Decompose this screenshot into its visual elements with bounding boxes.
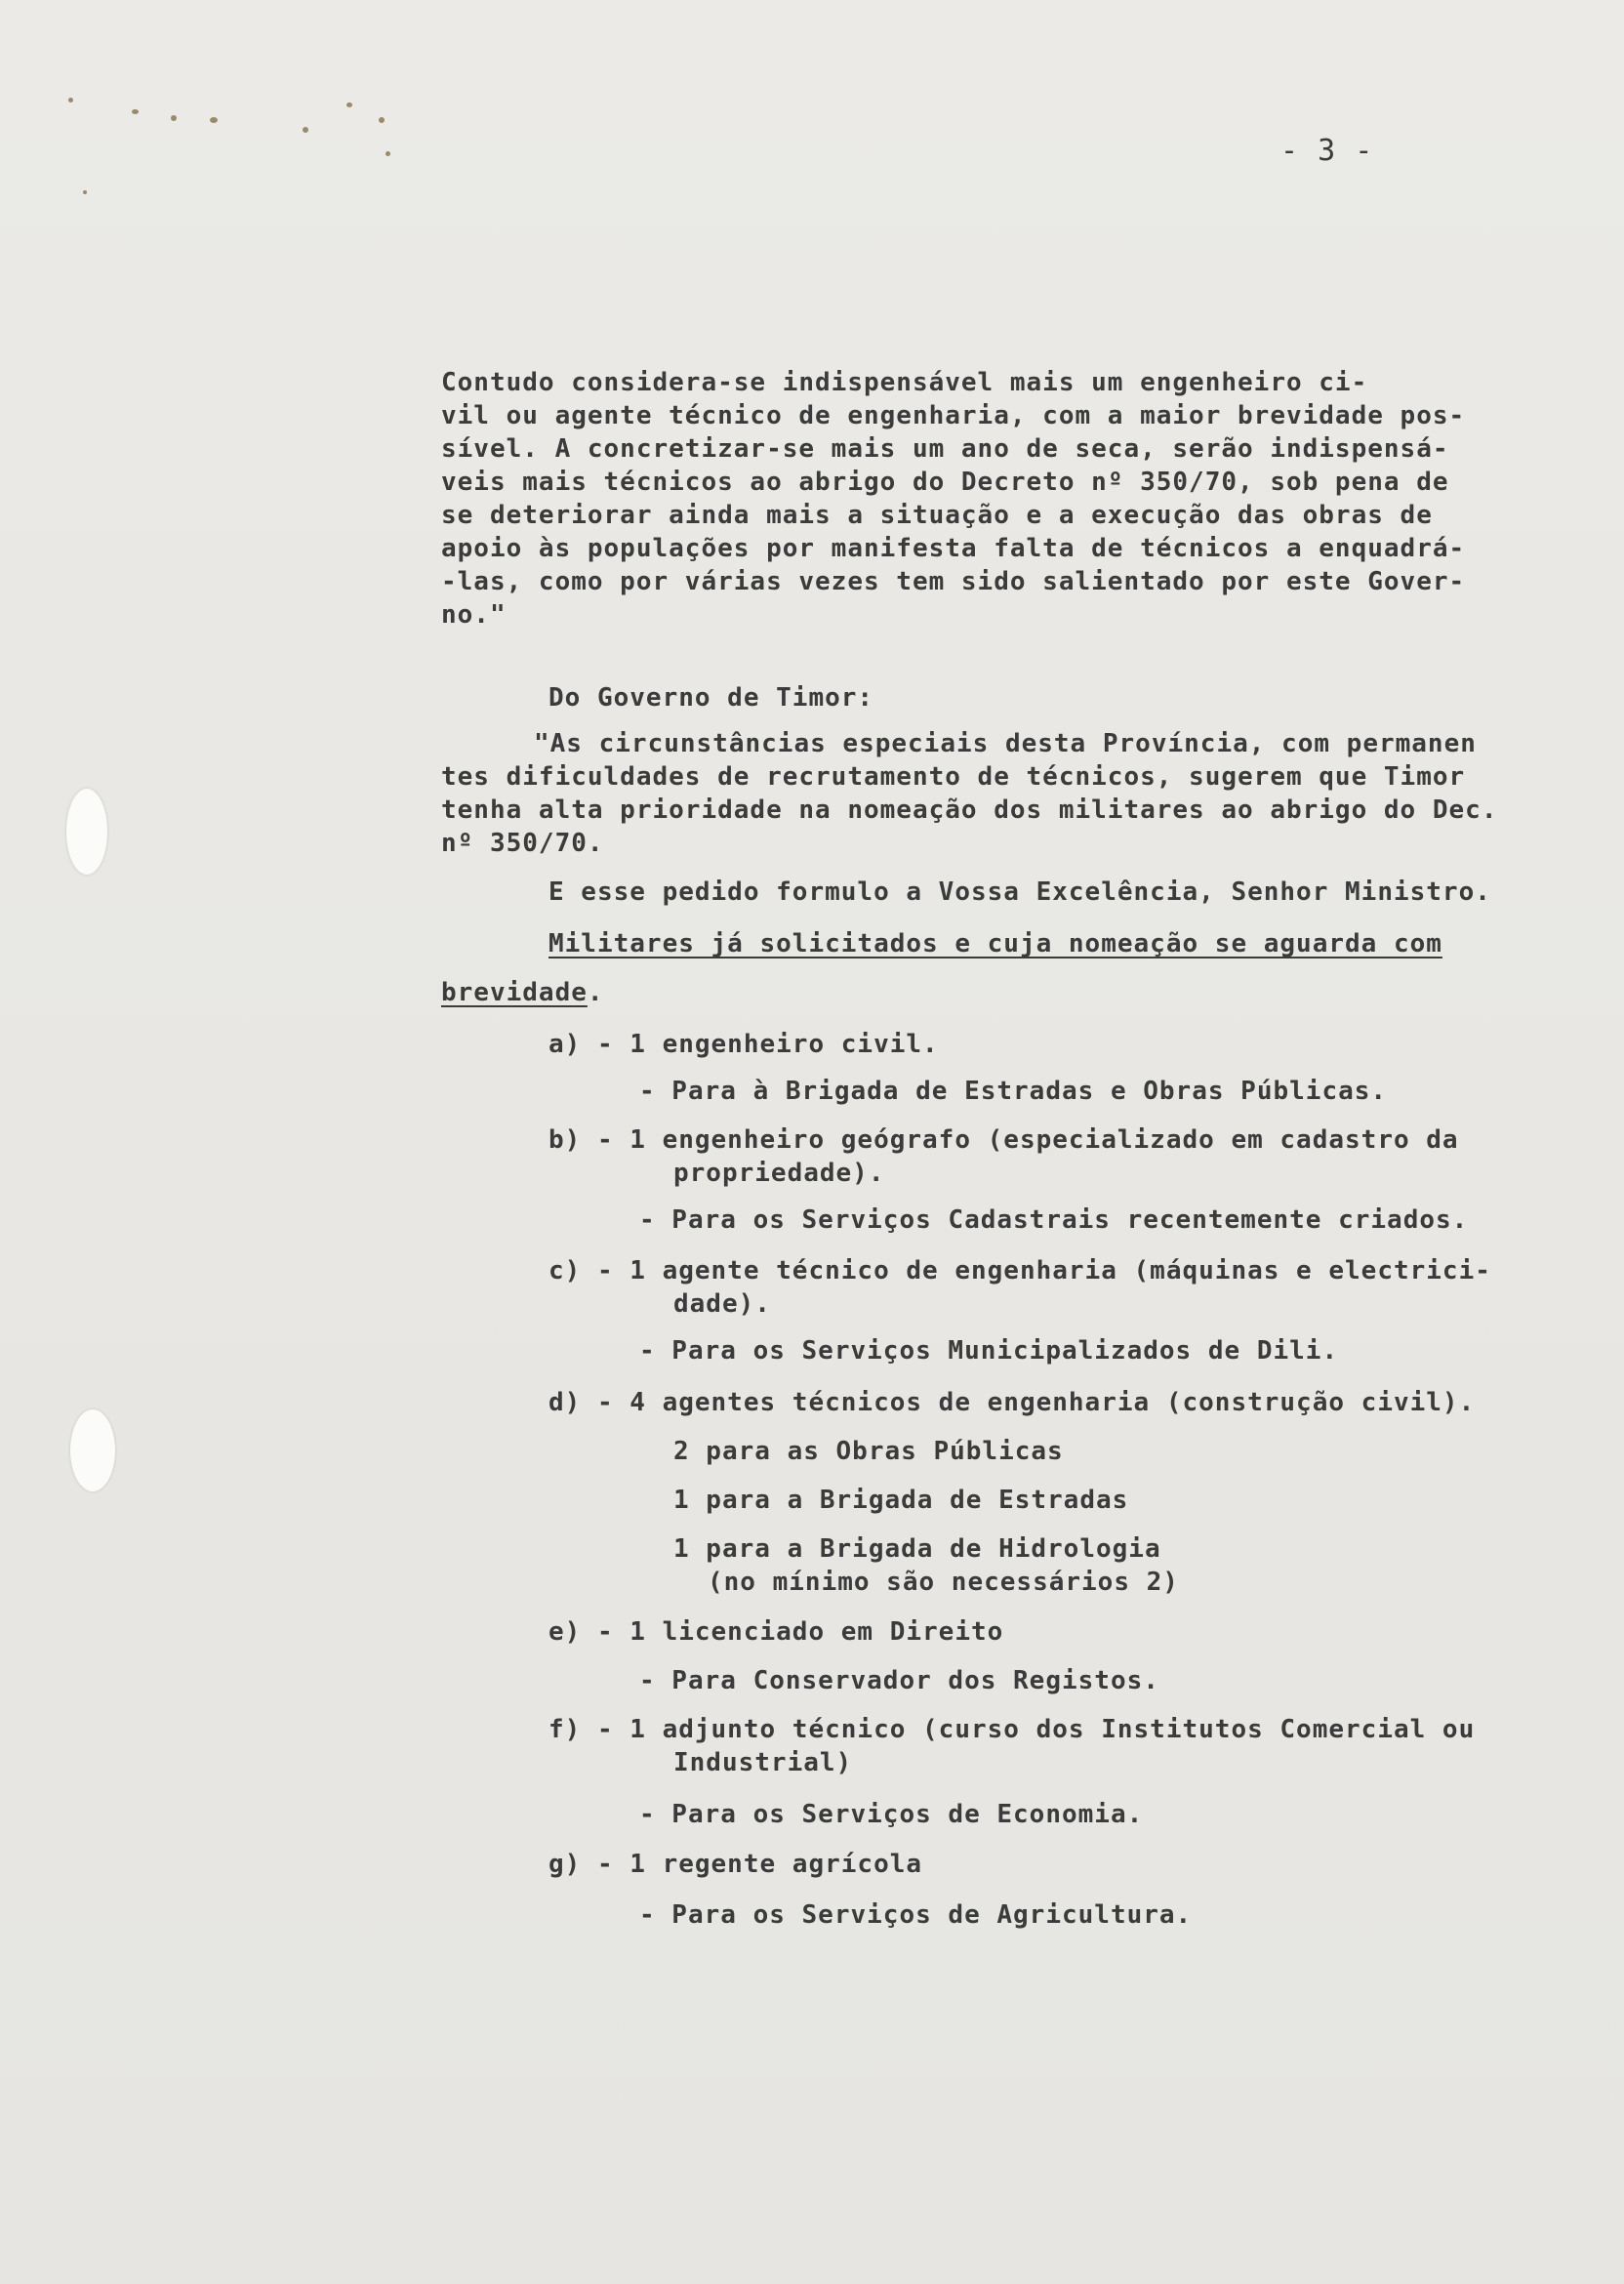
punch-hole — [70, 1409, 115, 1491]
paragraph-line: se deteriorar ainda mais a situação e a execução das obras de — [441, 501, 1433, 530]
paragraph-line: -las, como por várias vezes tem sido salientado por este Gover- — [441, 567, 1466, 596]
list-item-d: d) - 4 agentes técnicos de engenharia (construção civil). — [548, 1388, 1476, 1417]
paper-speck — [83, 190, 87, 194]
request-line: E esse pedido formulo a Vossa Excelência, Senhor Ministro. — [548, 877, 1491, 907]
list-heading-period: . — [587, 978, 604, 1007]
paper-speck — [379, 117, 385, 123]
list-heading-underlined: brevidade — [441, 978, 588, 1007]
quote-line: tenha alta prioridade na nomeação dos militares ao abrigo do Dec. — [441, 795, 1498, 825]
list-item-g: g) - 1 regente agrícola — [548, 1850, 923, 1879]
paper-speck — [171, 115, 177, 121]
list-item-c-continuation: dade). — [673, 1289, 771, 1319]
paragraph-line: sível. A concretizar-se mais um ano de seca, serão indispensá- — [441, 434, 1449, 464]
paragraph-line: veis mais técnicos ao abrigo do Decreto nº 350/70, sob pena de — [441, 468, 1449, 497]
list-item-f-continuation: Industrial) — [673, 1748, 853, 1777]
list-item-d-sub: 1 para a Brigada de Estradas — [673, 1486, 1129, 1515]
list-item-e-destination: - Para Conservador dos Registos. — [639, 1666, 1159, 1695]
paper-speck — [132, 109, 139, 114]
list-heading-continuation — [441, 976, 604, 1009]
list-item-d-sub: 1 para a Brigada de Hidrologia — [673, 1534, 1161, 1564]
quote-line: "As circunstâncias especiais desta Província, com permanen — [534, 729, 1477, 758]
page-number: - 3 - — [1280, 134, 1374, 168]
paper-speck — [346, 102, 352, 107]
list-item-f: f) - 1 adjunto técnico (curso dos Institutos Comercial ou — [548, 1715, 1476, 1744]
list-item-d-note: (no mínimo são necessários 2) — [708, 1568, 1179, 1597]
quote-line: tes dificuldades de recrutamento de técnicos, sugerem que Timor — [441, 762, 1466, 792]
section-heading-timor: Do Governo de Timor: — [548, 683, 874, 713]
list-item-b-destination: - Para os Serviços Cadastrais recentemente criados. — [639, 1205, 1469, 1235]
list-item-e: e) - 1 licenciado em Direito — [548, 1617, 1004, 1647]
list-item-c: c) - 1 agente técnico de engenharia (máquinas e electrici- — [548, 1256, 1491, 1285]
list-item-c-destination: - Para os Serviços Municipalizados de Dili. — [639, 1336, 1339, 1366]
quote-line: nº 350/70. — [441, 829, 604, 858]
paper-speck — [386, 151, 390, 156]
punch-hole — [66, 789, 107, 875]
paper-speck — [303, 127, 308, 133]
list-item-a-destination: - Para à Brigada de Estradas e Obras Públicas. — [639, 1077, 1388, 1106]
paragraph-line: Contudo considera-se indispensável mais um engenheiro ci- — [441, 368, 1368, 397]
paper-speck — [210, 117, 218, 123]
list-item-d-sub: 2 para as Obras Públicas — [673, 1437, 1064, 1466]
paragraph-line: vil ou agente técnico de engenharia, com a maior brevidade pos- — [441, 401, 1466, 430]
paper-speck — [68, 98, 73, 102]
list-item-f-destination: - Para os Serviços de Economia. — [639, 1800, 1144, 1829]
list-item-b-continuation: propriedade). — [673, 1159, 885, 1188]
list-item-b: b) - 1 engenheiro geógrafo (especializado em cadastro da — [548, 1125, 1459, 1155]
list-item-g-destination: - Para os Serviços de Agricultura. — [639, 1900, 1193, 1930]
list-item-a: a) - 1 engenheiro civil. — [548, 1030, 939, 1059]
paragraph-line: no." — [441, 600, 507, 630]
paragraph-line: apoio às populações por manifesta falta de técnicos a enquadrá- — [441, 534, 1466, 563]
list-heading: Militares já solicitados e cuja nomeação se aguarda com — [548, 929, 1442, 958]
